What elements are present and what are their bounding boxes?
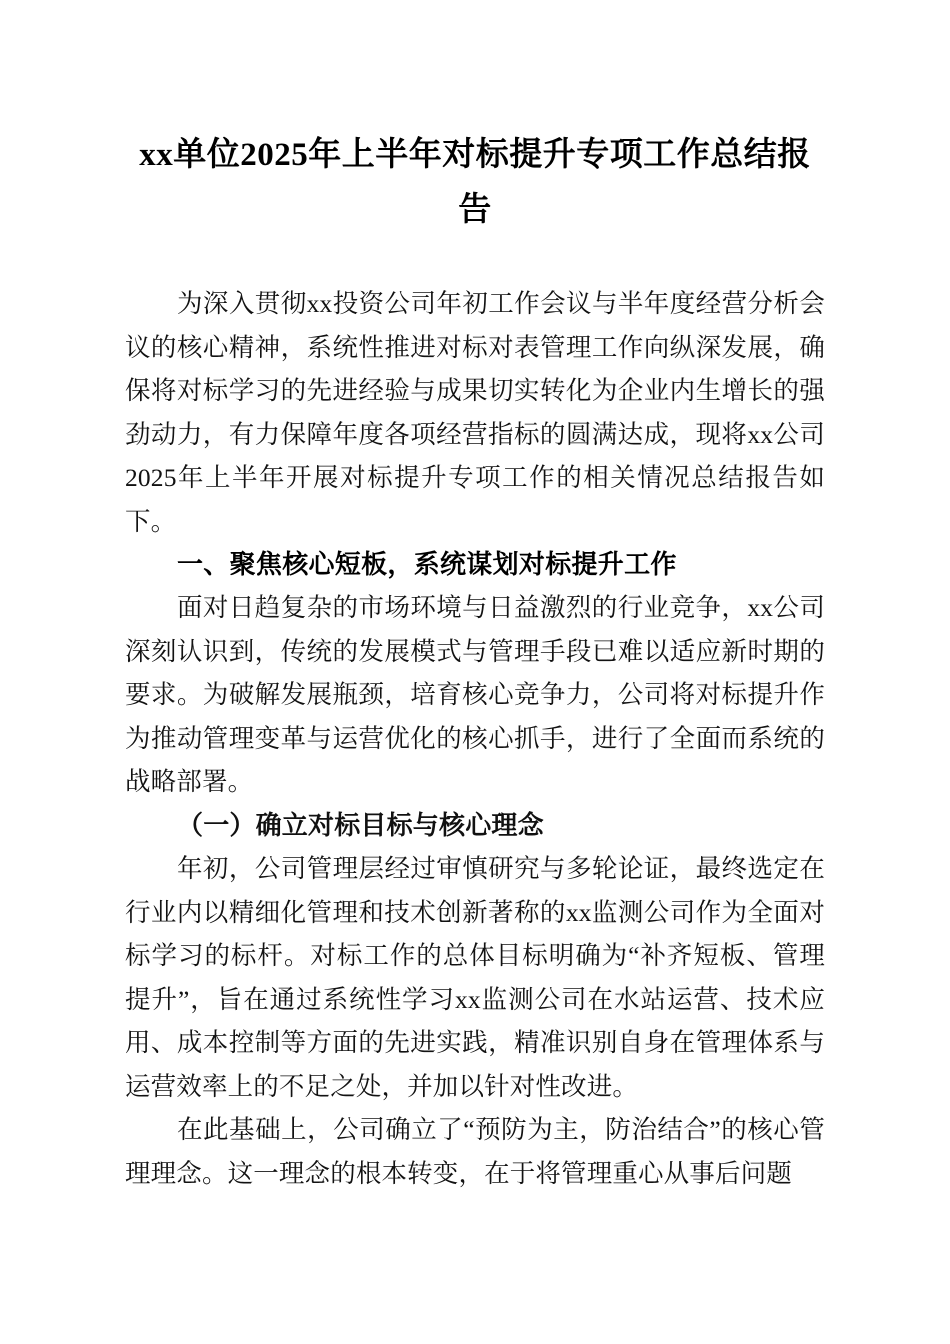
paragraph-intro: 为深入贯彻xx投资公司年初工作会议与半年度经营分析会议的核心精神，系统性推进对标对表管理工作向纵深发展，确保将对标学习的先进经验与成果切实转化为企业内生增长的强劲动力，有力保障年度各项经营指标的圆满达成，现将xx公司2025年上半年开展对标提升专项工作的相关情况总结报告如下。 <box>125 289 825 536</box>
title-spacer <box>125 238 825 282</box>
document-content <box>125 0 825 1195</box>
paragraph-section1-body: 面对日趋复杂的市场环境与日益激烈的行业竞争，xx公司深刻认识到，传统的发展模式与管理手段已难以适应新时期的要求。为破解发展瓶颈，培育核心竞争力，公司将对标提升作为推动管理变革与运营优化的核心抓手，进行了全面而系统的战略部署。 <box>125 593 825 796</box>
paragraph-subsection1-1-body: 年初，公司管理层经过审慎研究与多轮论证，最终选定在行业内以精细化管理和技术创新著称的xx监测公司作为全面对标学习的标杆。对标工作的总体目标明确为“补齐短板、管理提升”，旨在通过系统性学习xx监测公司在水站运营、技术应用、成本控制等方面的先进实践，精准识别自身在管理体系与运营效率上的不足之处，并加以针对性改进。 <box>125 854 825 1101</box>
subsection-heading-1-1: （一）确立对标目标与核心理念 <box>177 810 544 840</box>
paragraph-subsection1-1-continued: 在此基础上，公司确立了“预防为主，防治结合”的核心管理理念。这一理念的根本转变，在于将管理重心从事后问题 <box>125 1115 825 1188</box>
page-title: xx单位2025年上半年对标提升专项工作总结报告 <box>139 137 811 228</box>
section-heading-1: 一、聚焦核心短板，系统谋划对标提升工作 <box>177 549 677 579</box>
